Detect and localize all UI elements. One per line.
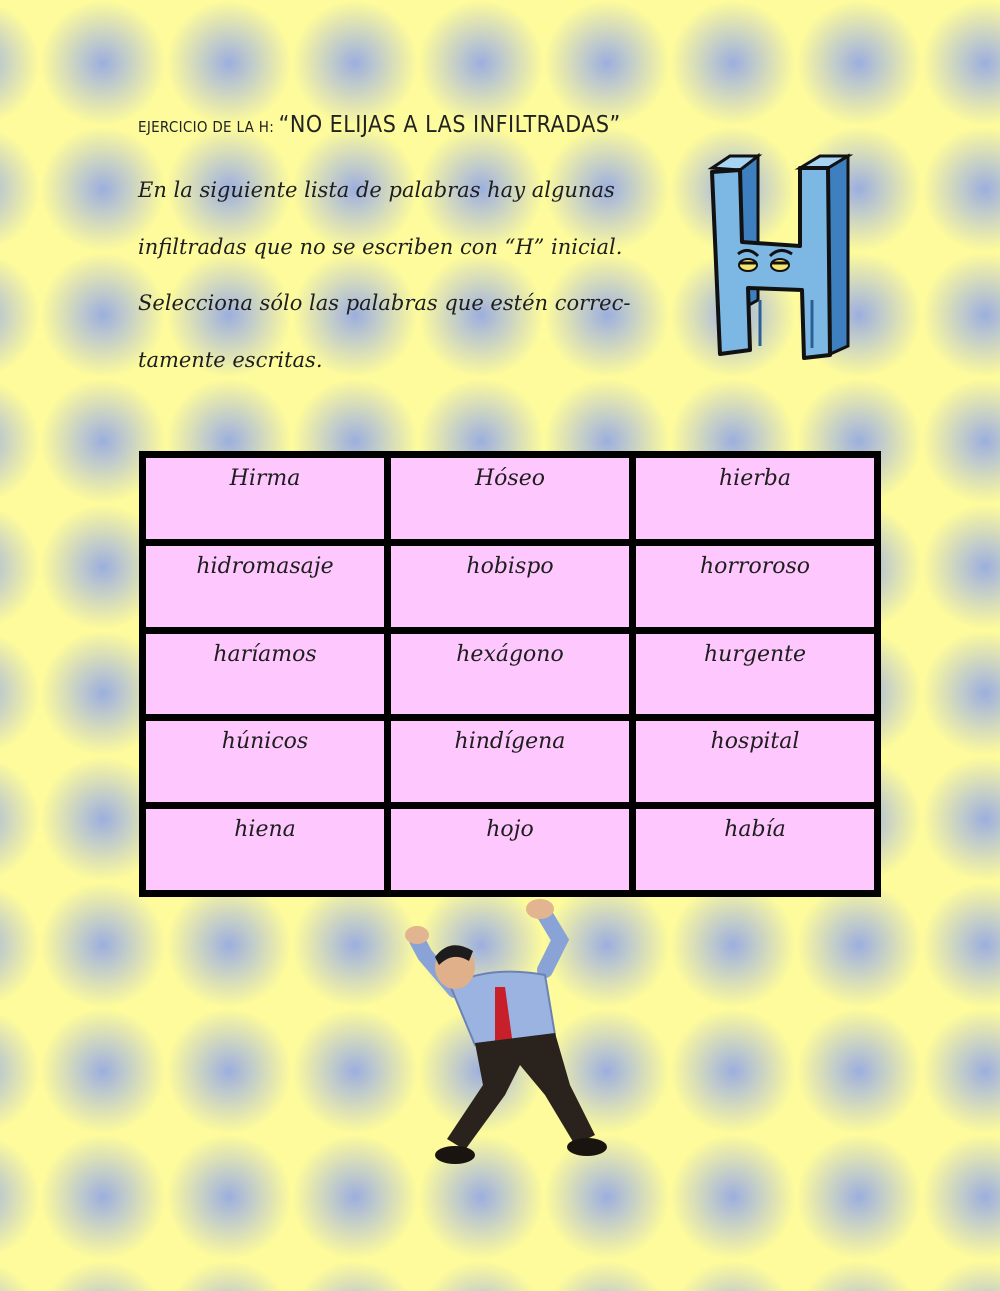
instruction-line: tamente escritas. [138,347,323,372]
word-cell[interactable]: húnicos [144,719,386,804]
word-cell[interactable]: horroroso [634,544,876,629]
word-cell[interactable]: hindígena [389,719,631,804]
word-cell[interactable]: hiena [144,807,386,892]
word-grid [139,451,881,897]
word-cell[interactable]: hojo [389,807,631,892]
word-cell[interactable]: hobispo [389,544,631,629]
instruction-line: Selecciona sólo las palabras que estén correc- [138,291,631,315]
word-cell[interactable]: hierba [634,456,876,541]
man-holding-up-illustration [395,895,625,1180]
word-cell[interactable]: hurgente [634,632,876,717]
heading-prefix: EJERCICIO DE LA H: [138,118,275,136]
word-cell[interactable]: Hóseo [389,456,631,541]
word-cell[interactable]: Hirma [144,456,386,541]
letter-h-illustration [700,150,860,365]
instruction-line: infiltradas que no se escriben con “H” inicial. [138,234,623,259]
instructions [138,166,698,392]
word-cell[interactable]: hidromasaje [144,544,386,629]
word-cell[interactable]: haríamos [144,632,386,717]
exercise-heading [138,112,621,138]
word-cell[interactable]: hospital [634,719,876,804]
word-cell[interactable]: había [634,807,876,892]
heading-title: “NO ELIJAS A LAS INFILTRADAS” [278,112,621,138]
word-cell[interactable]: hexágono [389,632,631,717]
instruction-line: En la siguiente lista de palabras hay algunas [138,178,615,202]
